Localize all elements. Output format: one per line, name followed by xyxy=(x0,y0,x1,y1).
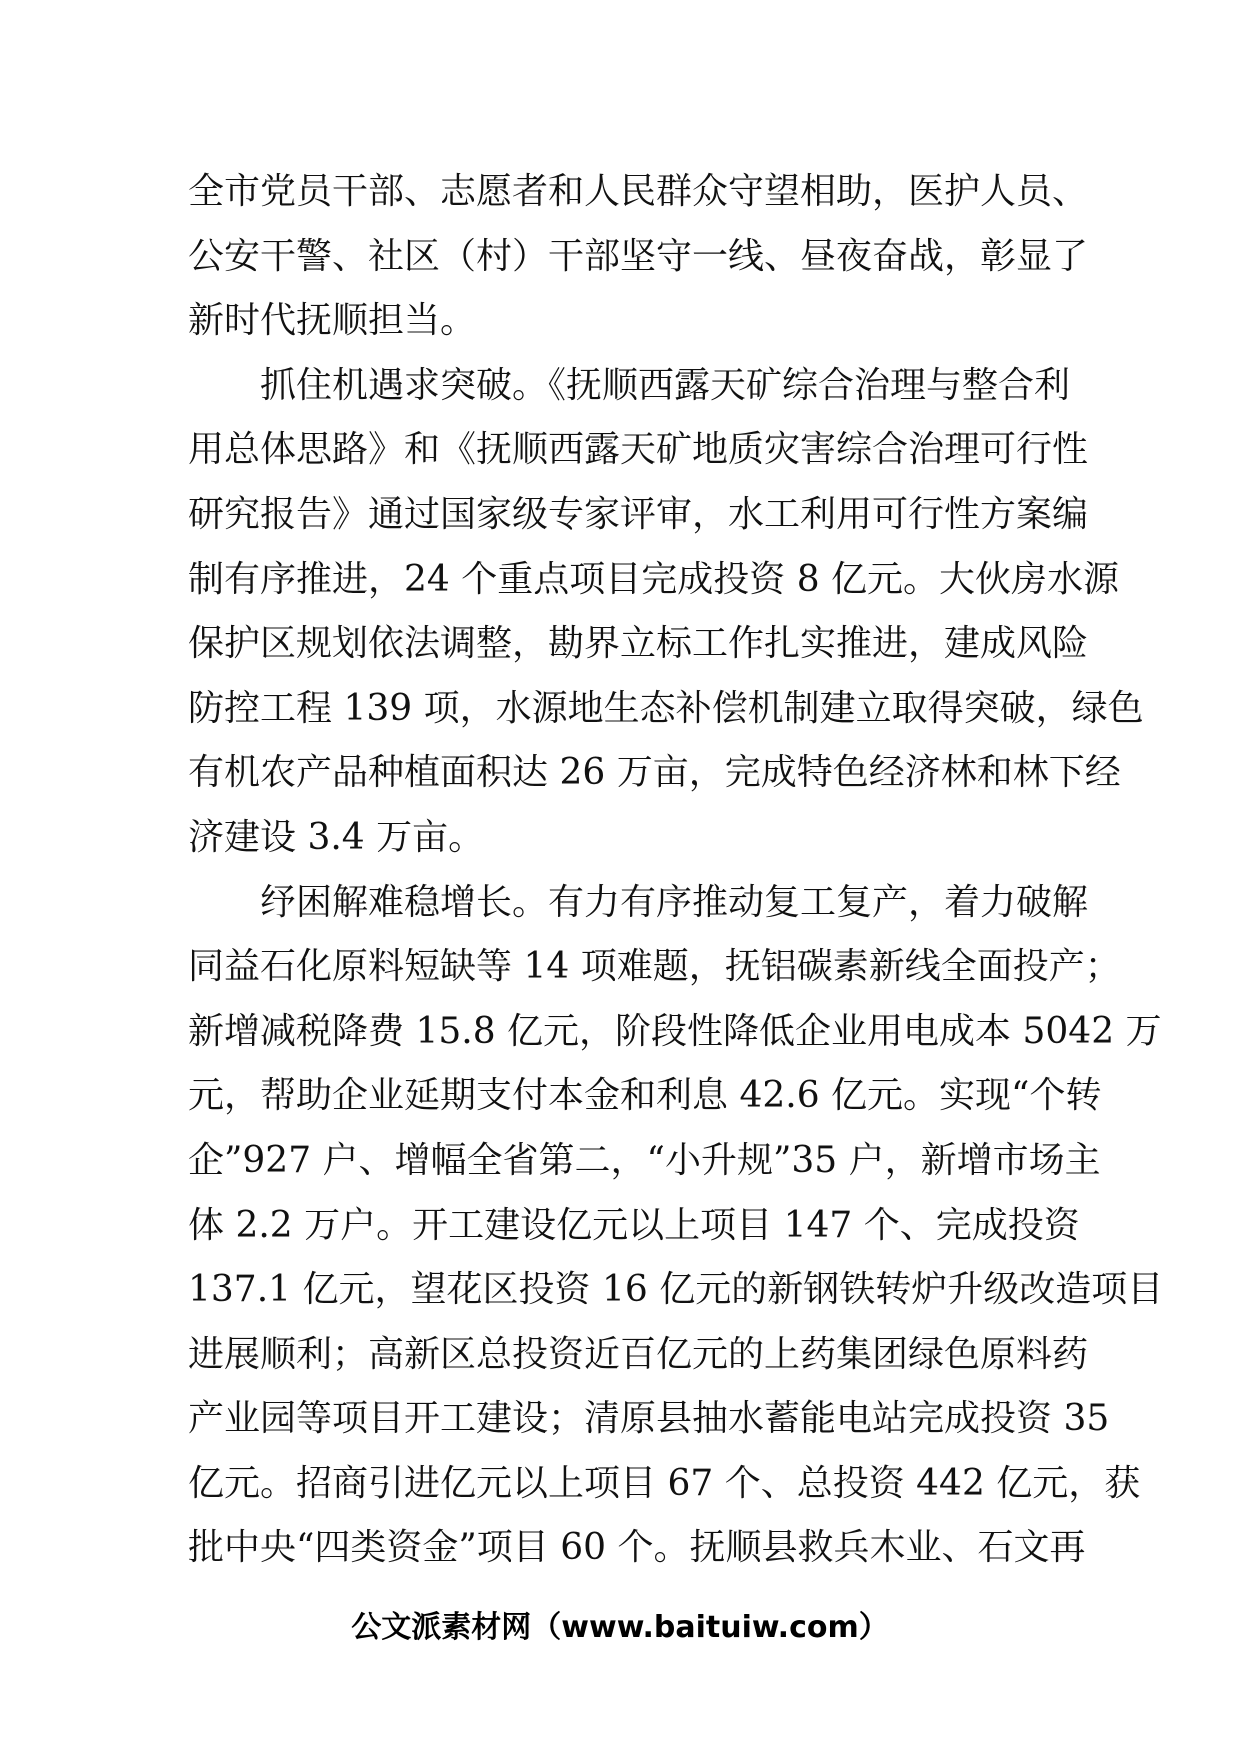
text-line: 亿元。招商引进亿元以上项目 67 个、总投资 442 亿元，获 xyxy=(188,1462,1141,1504)
body-text xyxy=(188,160,1164,1581)
text-line: 公安干警、社区（村）干部坚守一线、昼夜奋战，彰显了 xyxy=(188,235,1089,277)
text-line: 全市党员干部、志愿者和人民群众守望相助，医护人员、 xyxy=(188,171,1089,212)
text-line: 济建设 3.4 万亩。 xyxy=(188,816,485,858)
text-line: 制有序推进，24 个重点项目完成投资 8 亿元。大伙房水源 xyxy=(188,558,1120,600)
text-line: 批中央“四类资金”项目 60 个。抚顺县救兵木业、石文再 xyxy=(188,1527,1086,1569)
text-line: 用总体思路》和《抚顺西露天矿地质灾害综合治理可行性 xyxy=(188,429,1089,471)
text-line: 新时代抚顺担当。 xyxy=(188,300,477,342)
footer-watermark: 公文派素材网（www.baituiw.com） xyxy=(351,1610,889,1645)
text-line: 137.1 亿元，望花区投资 16 亿元的新钢铁转炉升级改造项目 xyxy=(188,1269,1164,1311)
text-line: 体 2.2 万户。开工建设亿元以上项目 147 个、完成投资 xyxy=(188,1204,1080,1246)
text-line: 抓住机遇求突破。《抚顺西露天矿综合治理与整合利 xyxy=(188,364,1071,406)
paragraph xyxy=(188,354,1144,871)
paragraph xyxy=(188,871,1164,1582)
text-line: 企”927 户、增幅全省第二，“小升规”35 户，新增市场主 xyxy=(188,1139,1101,1181)
text-line: 防控工程 139 项，水源地生态补偿机制建立取得突破，绿色 xyxy=(188,687,1144,729)
text-line: 新增减税降费 15.8 亿元，阶段性降低企业用电成本 5042 万 xyxy=(188,1010,1162,1052)
paragraph xyxy=(188,160,1089,354)
text-line: 产业园等项目开工建设；清原县抽水蓄能电站完成投资 35 xyxy=(188,1398,1110,1440)
text-line: 研究报告》通过国家级专家评审，水工利用可行性方案编 xyxy=(188,493,1089,535)
text-line: 保护区规划依法调整，勘界立标工作扎实推进，建成风险 xyxy=(188,623,1089,665)
text-line: 有机农产品种植面积达 26 万亩，完成特色经济林和林下经 xyxy=(188,752,1121,794)
text-line: 元，帮助企业延期支付本金和利息 42.6 亿元。实现“个转 xyxy=(188,1075,1102,1117)
text-line: 同益石化原料短缺等 14 项难题，抚铝碳素新线全面投产； xyxy=(188,946,1121,988)
text-line: 纾困解难稳增长。有力有序推动复工复产，着力破解 xyxy=(188,881,1089,923)
text-line: 进展顺利；高新区总投资近百亿元的上药集团绿色原料药 xyxy=(188,1333,1089,1375)
